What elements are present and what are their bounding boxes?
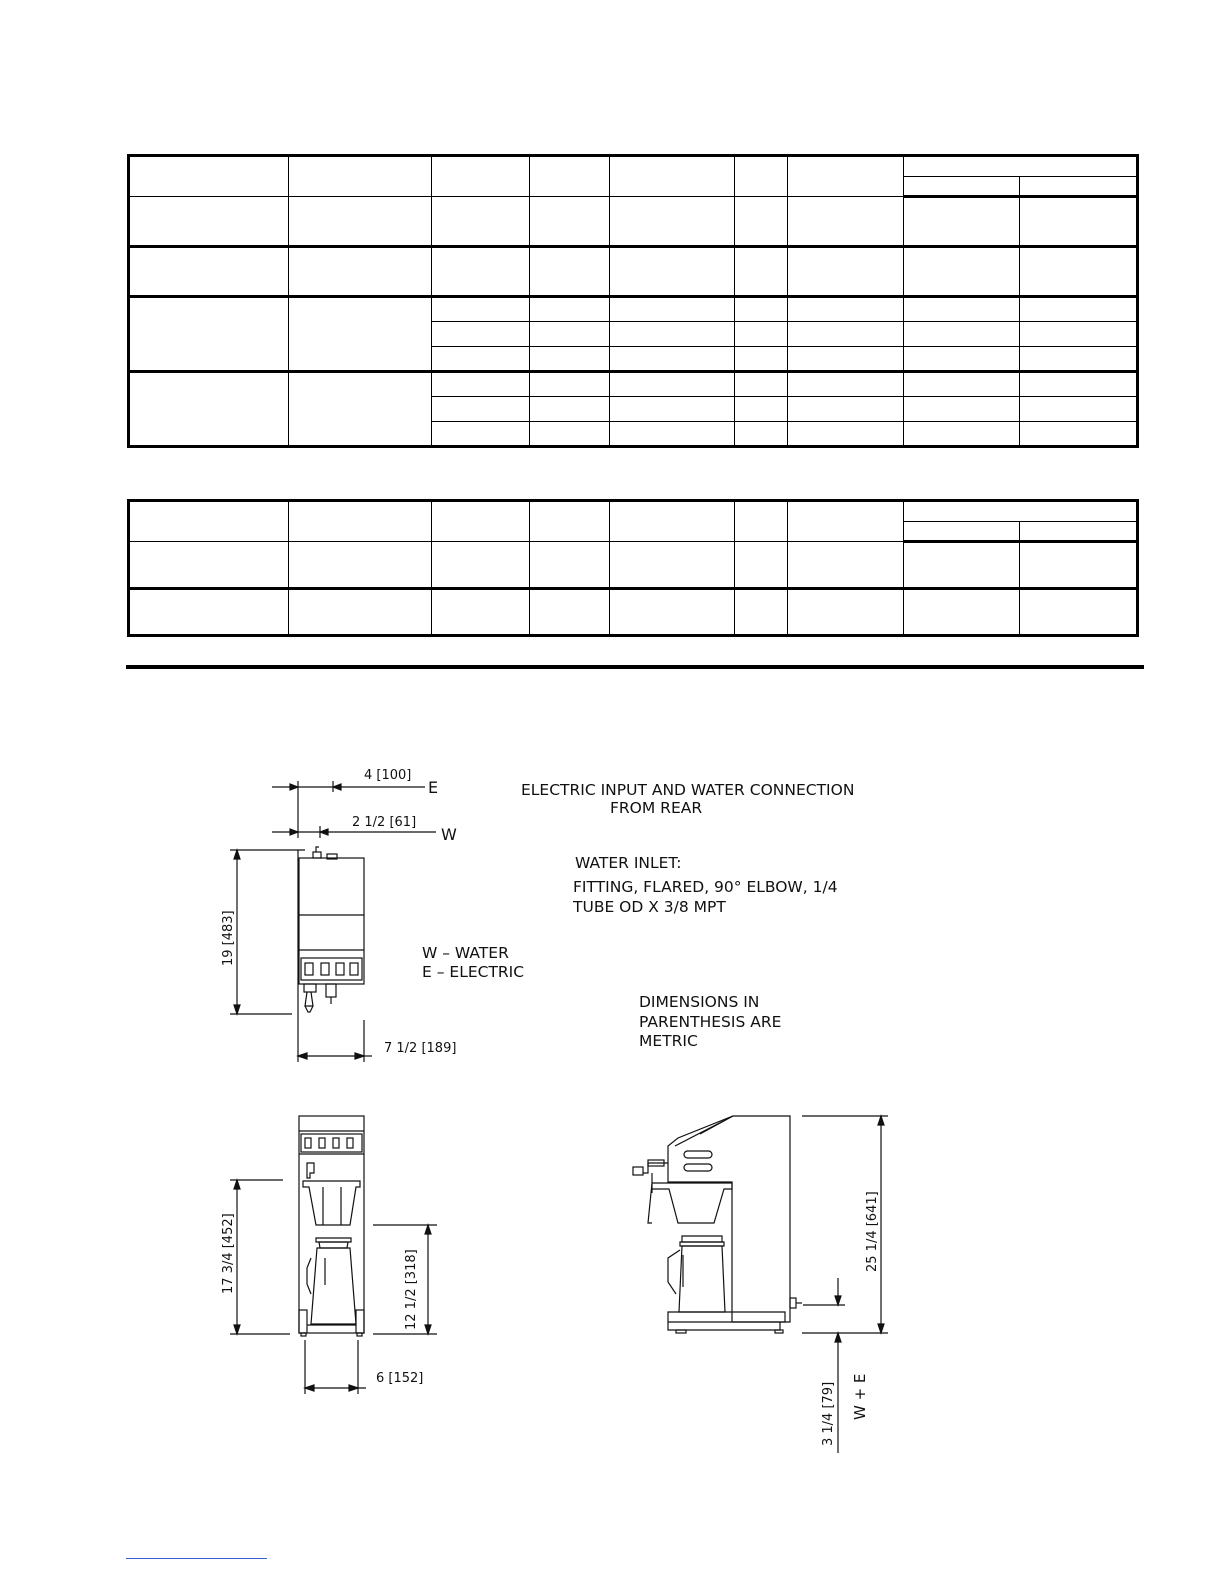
header-cell — [289, 156, 432, 197]
legend-electric: E – ELECTRIC — [422, 963, 525, 981]
header-cell — [129, 156, 289, 197]
note-metric-line1: DIMENSIONS IN — [639, 993, 760, 1011]
note-inlet-line2: TUBE OD X 3/8 MPT — [573, 898, 726, 916]
dim-connection-height: 3 1/4 [79] — [821, 1381, 836, 1446]
header-group-cell — [904, 156, 1138, 177]
table-row — [129, 372, 1138, 397]
spec-table-1 — [127, 154, 1139, 448]
header-group-cell — [904, 501, 1138, 522]
header-cell — [735, 156, 788, 197]
spec-table-2 — [127, 499, 1139, 637]
dim-w-label: W — [441, 825, 457, 844]
footer-link-underline[interactable] — [126, 1558, 267, 1559]
dim-w-offset: 2 1/2 [61] — [352, 815, 417, 830]
note-rear-line1: ELECTRIC INPUT AND WATER CONNECTION — [521, 781, 855, 799]
table-row — [129, 542, 1138, 589]
legend-water: W – WATER — [422, 944, 509, 962]
note-rear-line2: FROM REAR — [610, 799, 703, 817]
dim-front-height: 19 [483] — [221, 910, 236, 966]
dim-e-label: E — [428, 778, 439, 797]
header-subcell — [1020, 177, 1138, 197]
section-divider — [126, 665, 1144, 669]
table-row — [129, 197, 1138, 247]
dim-e-offset: 4 [100] — [364, 768, 412, 783]
dim-server-height: 12 1/2 [318] — [404, 1249, 419, 1330]
header-cell — [610, 156, 735, 197]
header-cell — [530, 156, 610, 197]
dim-funnel-height: 17 3/4 [452] — [221, 1213, 236, 1294]
table-row — [129, 589, 1138, 636]
header-cell — [788, 156, 904, 197]
note-inlet-title: WATER INLET: — [575, 854, 682, 872]
table-row — [129, 247, 1138, 297]
table-row — [129, 297, 1138, 322]
dim-base-width: 6 [152] — [376, 1371, 424, 1386]
note-metric-line2: PARENTHESIS ARE — [639, 1013, 782, 1031]
note-inlet-line1: FITTING, FLARED, 90° ELBOW, 1/4 — [573, 878, 838, 896]
dim-front-width: 7 1/2 [189] — [384, 1041, 457, 1056]
dimension-drawing — [206, 748, 900, 1458]
note-metric-line3: METRIC — [639, 1032, 698, 1050]
dim-connection-label: W + E — [851, 1373, 869, 1420]
header-subcell — [904, 522, 1020, 542]
header-subcell — [1020, 522, 1138, 542]
dim-overall-height: 25 1/4 [641] — [865, 1191, 880, 1272]
header-subcell — [904, 177, 1020, 197]
header-cell — [432, 156, 530, 197]
